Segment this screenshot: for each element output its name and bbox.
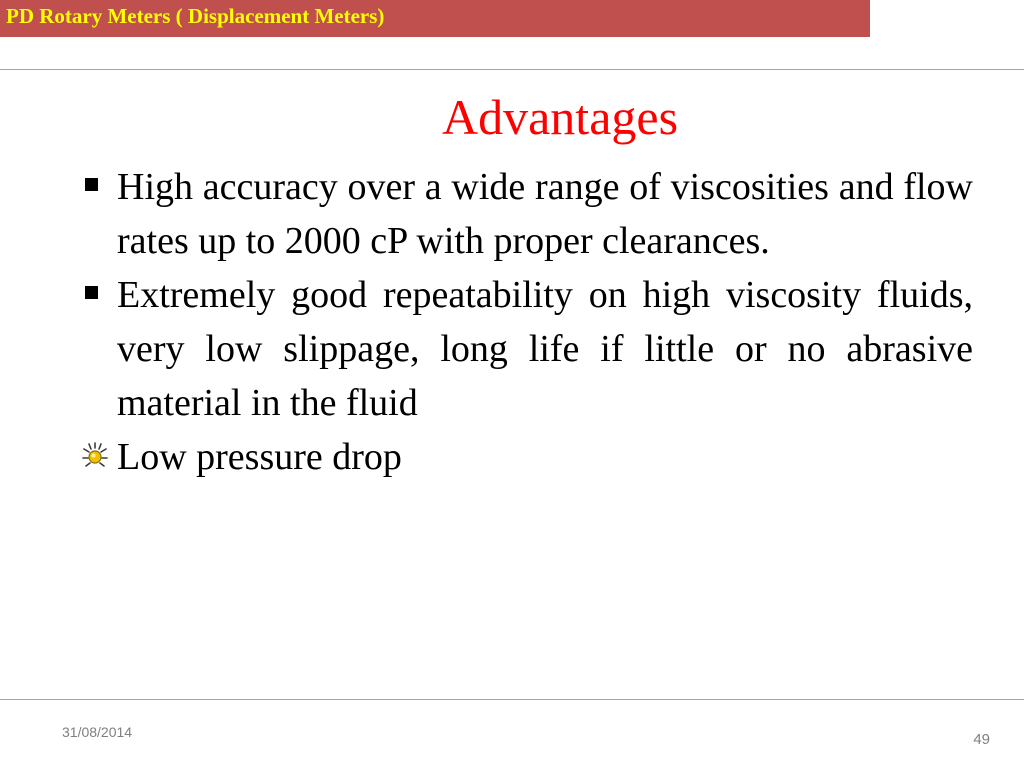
header-bar [0, 0, 870, 37]
bullet-text: Extremely good repeatability on high viscosity fluids, very low slippage, long life if little or no abrasive material in the fluid [117, 274, 973, 424]
bullet-item [80, 430, 973, 484]
square-bullet-icon [85, 178, 98, 191]
bullet-item [80, 268, 973, 430]
footer-date: 31/08/2014 [62, 724, 133, 740]
starburst-bullet-icon [80, 440, 110, 470]
header-title: PD Rotary Meters ( Displacement Meters) [6, 4, 385, 28]
square-bullet-icon [85, 286, 98, 299]
bullet-text: High accuracy over a wide range of viscosities and flow rates up to 2000 cP with proper clearances. [117, 166, 973, 262]
page-number: 49 [973, 731, 990, 748]
slide-title: Advantages [442, 89, 679, 145]
top-divider [0, 69, 1024, 70]
bullet-item [80, 160, 973, 268]
bottom-divider [0, 699, 1024, 700]
bullet-text: Low pressure drop [117, 436, 402, 478]
bullet-list [80, 160, 973, 484]
